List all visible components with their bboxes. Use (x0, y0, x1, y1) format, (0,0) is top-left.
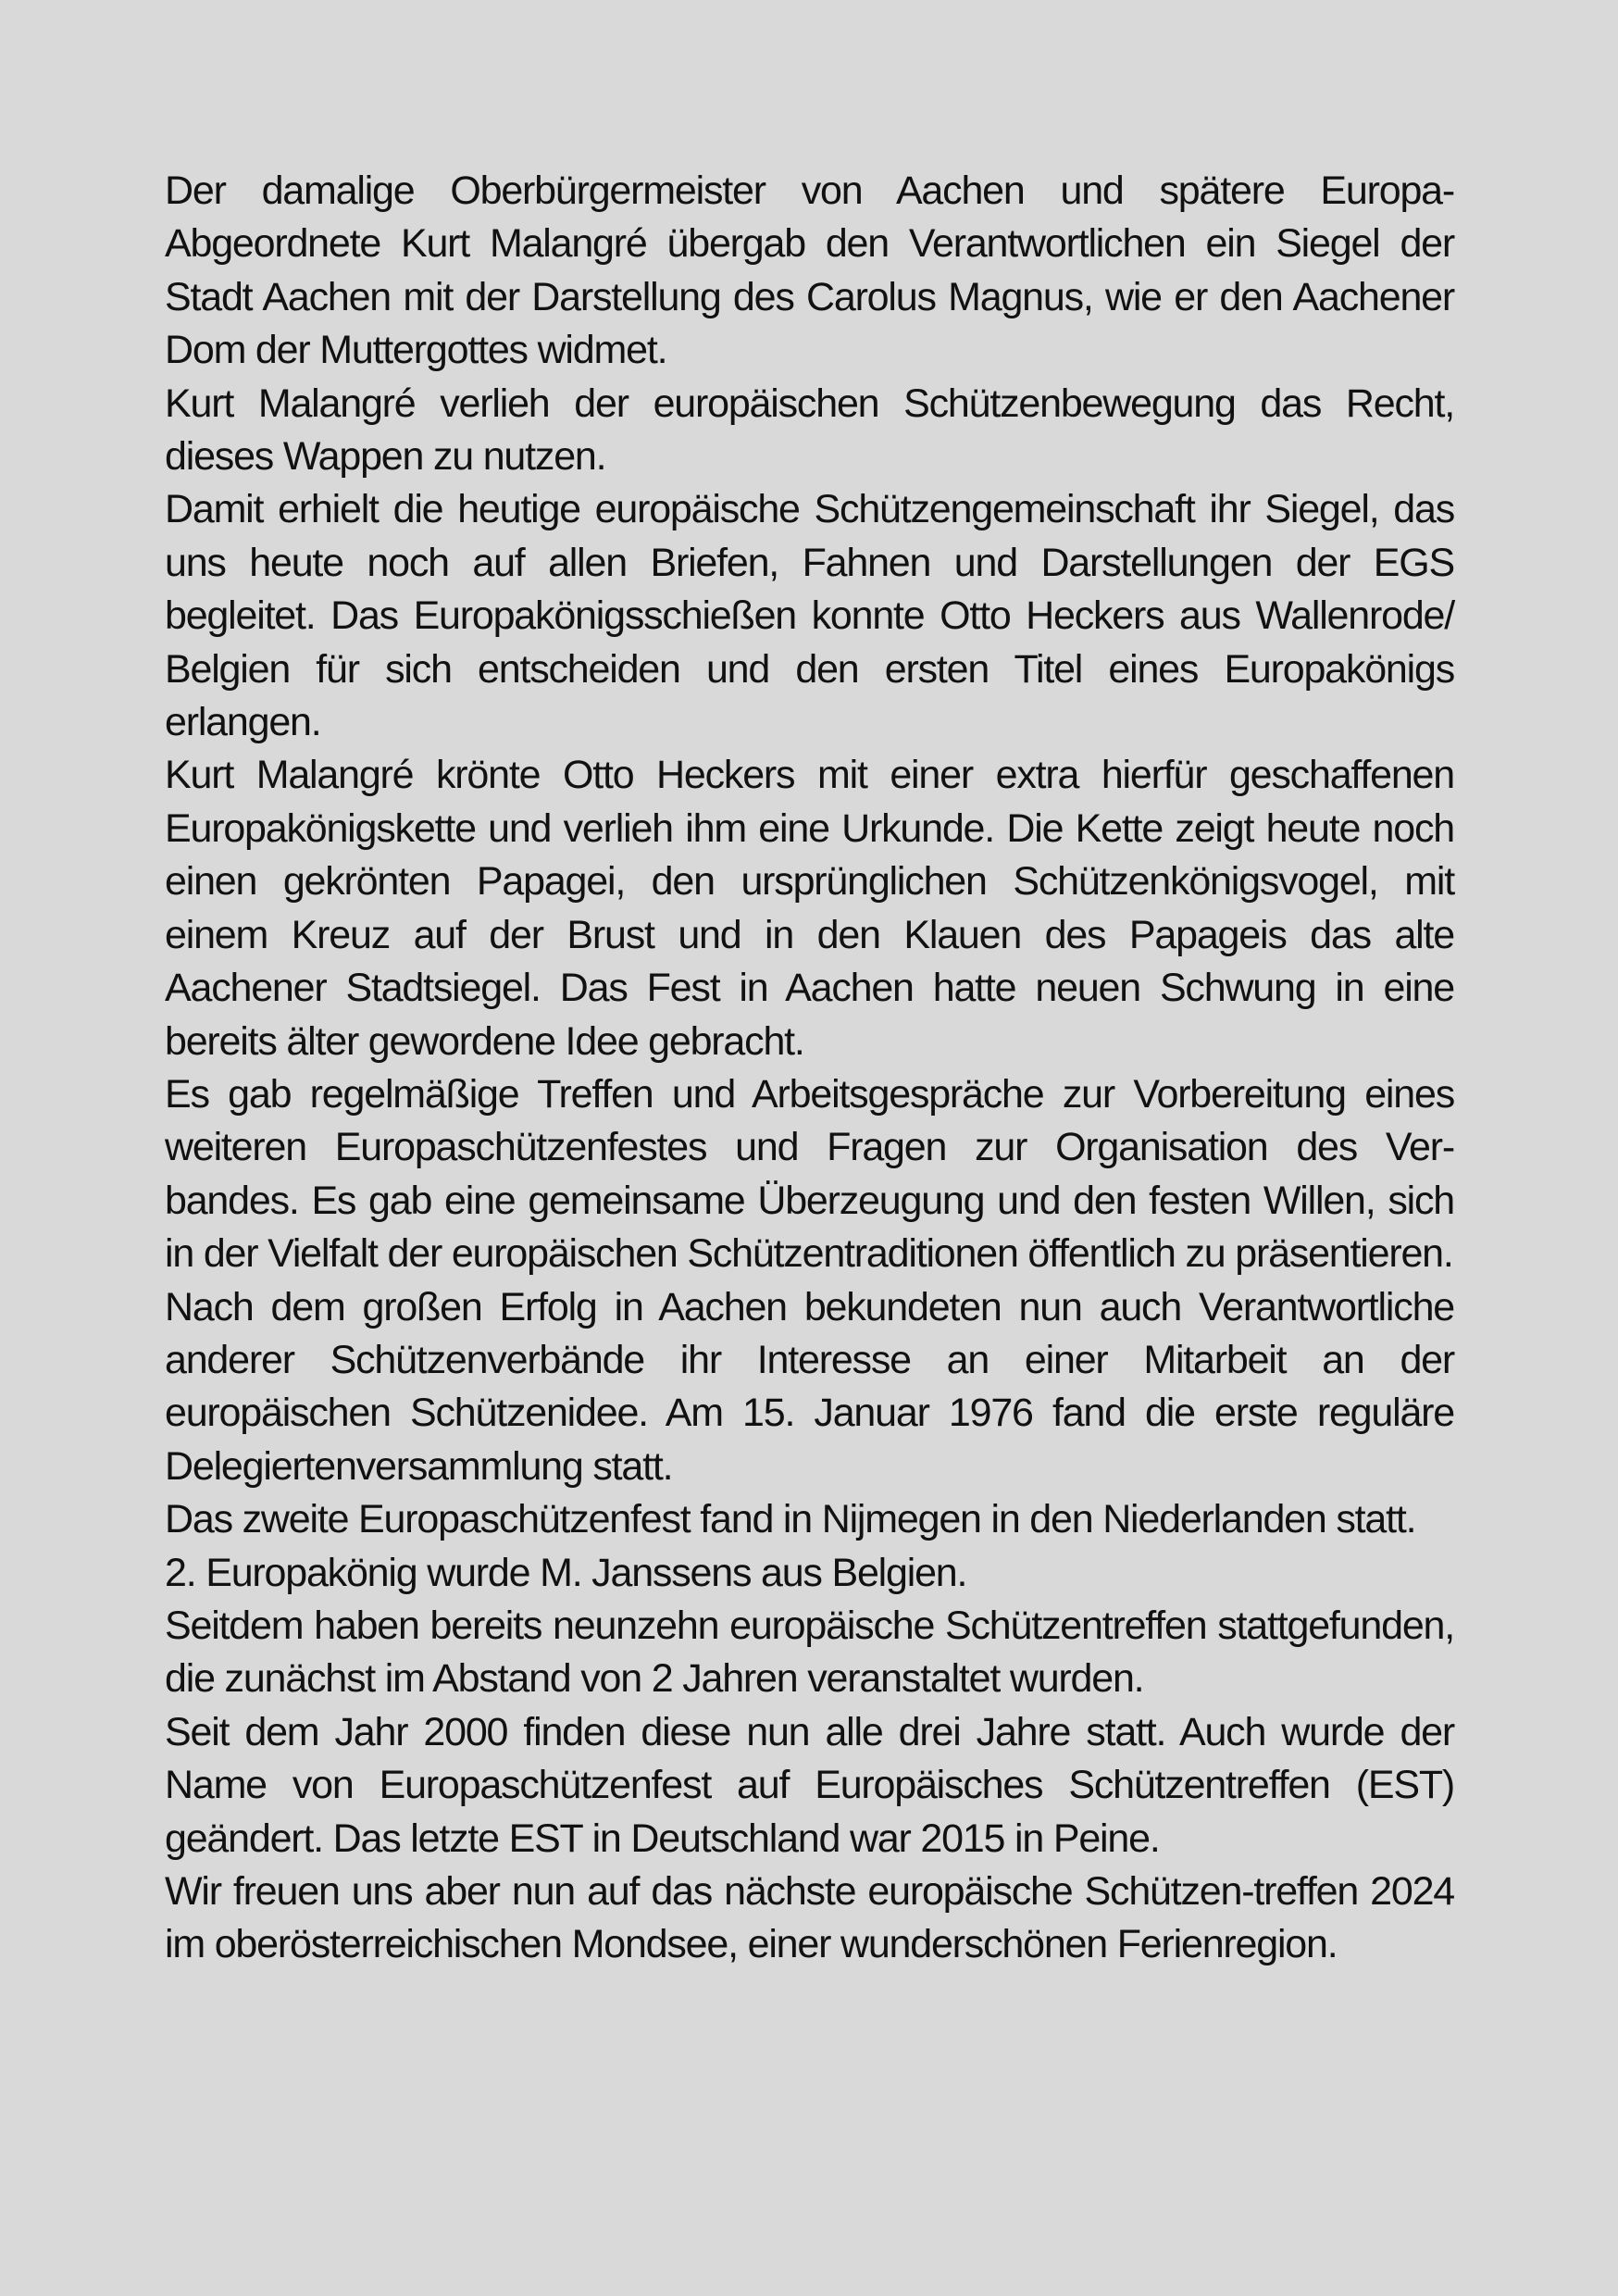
paragraph-delegates: Nach dem großen Erfolg in Aachen bekundeten nun auch Verantwortliche anderer Schützenverbände ihr Interesse an einer Mitarbeit an der europäischen Schützenidee. Am 15. Januar 1976 fand die erste reguläre Delegiertenversammlung statt. (165, 1284, 1454, 1489)
paragraph-seal: Der damalige Oberbürgermeister von Aachen und spätere Europa-Abgeordnete Kurt Malangré übergab den Verantwortlichen ein Siegel der Stadt Aachen mit der Darstellung des Carolus Magnus, wie er den Aachener Dom der Muttergottes widmet. (165, 168, 1454, 373)
paragraph-since-2000: Seit dem Jahr 2000 finden diese nun alle drei Jahre statt. Auch wurde der Name von Europaschützenfest auf Europäisches Schützentreffen (EST) geändert. Das letzte EST in Deutschland war 2015 in Peine. (165, 1709, 1454, 1861)
paragraph-meetings: Es gab regelmäßige Treffen und Arbeitsgespräche zur Vorbereitung eines weiteren Europaschützenfestes und Fragen zur Organisation des Ver-bandes. Es gab eine gemeinsame Überzeugung und den festen Willen, sich in der Vielfalt der europäischen Schützentraditionen öffentlich zu präsentieren. (165, 1071, 1454, 1277)
paragraph-nijmegen: Das zweite Europaschützenfest fand in Nijmegen in den Niederlanden statt. (165, 1497, 1416, 1542)
paragraph-mondsee: Wir freuen uns aber nun auf das nächste europäische Schützen-treffen 2024 im oberösterreichischen Mondsee, einer wunderschönen Ferienregion. (165, 1869, 1454, 1967)
paragraph-first-king: Damit erhielt die heutige europäische Schützengemeinschaft ihr Siegel, das uns heute noch auf allen Briefen, Fahnen und Darstellungen der EGS begleitet. Das Europakönigsschießen konnte Otto Heckers aus Wallenrode/ Belgien für sich entscheiden und den ersten Titel eines Europakönigs erlangen. (165, 487, 1454, 745)
document-body (165, 165, 1454, 1972)
paragraph-coat-of-arms: Kurt Malangré verlieh der europäischen Schützenbewegung das Recht, dieses Wappen zu nutzen. (165, 381, 1454, 480)
paragraph-king-chain: Kurt Malangré krönte Otto Heckers mit einer extra hierfür geschaffenen Europakönigskette und verlieh ihm eine Urkunde. Die Kette zeigt heute noch einen gekrönten Papagei, den ursprünglichen Schützenkönigsvogel, mit einem Kreuz auf der Brust und in den Klauen des Papageis das alte Aachener Stadtsiegel. Das Fest in Aachen hatte neuen Schwung in eine bereits älter gewordene Idee gebracht. (165, 753, 1454, 1064)
paragraph-nineteen-meetings: Seitdem haben bereits neunzehn europäische Schützentreffen stattgefunden, die zunächst im Abstand von 2 Jahren veranstaltet wurden. (165, 1603, 1454, 1702)
paragraph-second-king: 2. Europakönig wurde M. Janssens aus Belgien. (165, 1550, 967, 1595)
